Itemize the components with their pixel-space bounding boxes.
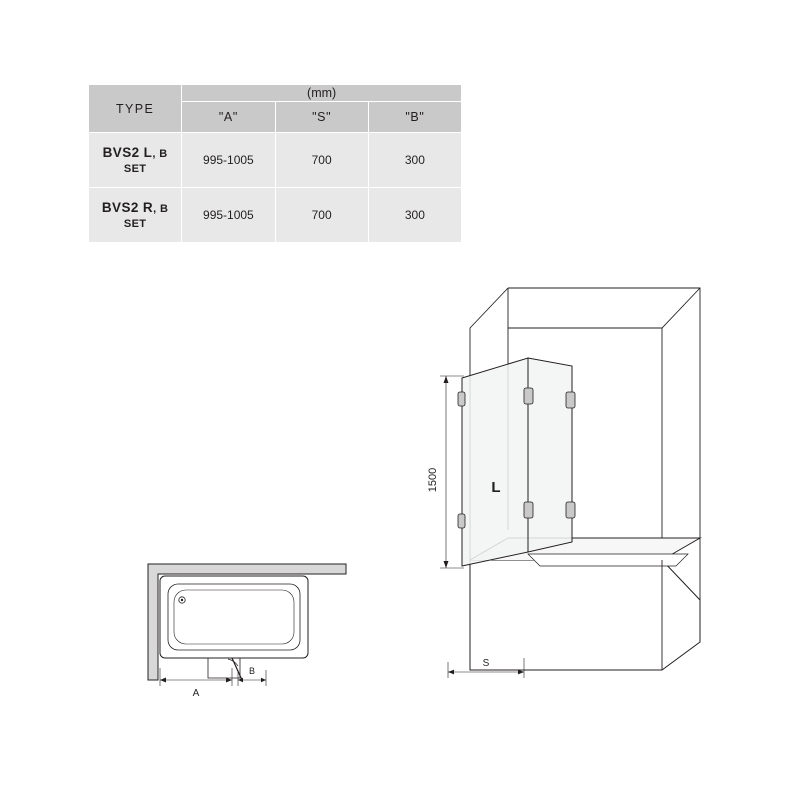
elevation-view-drawing (400, 270, 760, 690)
table-header-s: "S" (275, 102, 368, 133)
row-value-b: 300 (368, 188, 461, 243)
dim-height-arrow-top (444, 376, 449, 383)
row-value-s: 700 (275, 133, 368, 188)
hinge-swing-lower-icon (566, 502, 575, 518)
glass-fixed-panel (462, 358, 528, 566)
dim-width-arrow-left (448, 670, 454, 675)
table-header-type: TYPE (89, 85, 182, 133)
wall-profile-lower-icon (458, 514, 465, 528)
room-top-edge (508, 288, 700, 328)
table-header-row (89, 85, 462, 102)
table-row (89, 133, 462, 188)
dim-b-arrow-left (238, 678, 243, 682)
spec-table (88, 84, 462, 243)
elevation-view-svg (400, 270, 760, 690)
screen-plan-outline (208, 658, 240, 678)
table-header-unit: (mm) (182, 85, 462, 102)
table-header-a: "A" (182, 102, 275, 133)
row-type-rest: , B SET (123, 148, 168, 175)
glass-swing-panel (528, 358, 572, 552)
bathtub-body (470, 560, 700, 670)
row-value-b: 300 (368, 133, 461, 188)
row-type-label (89, 188, 182, 243)
row-value-a: 995-1005 (182, 188, 275, 243)
plan-view-svg (120, 540, 380, 700)
hinge-upper-icon (524, 388, 533, 404)
table-row (89, 188, 462, 243)
dim-height-arrow-bottom (444, 561, 449, 568)
bath-basin-outline (174, 590, 294, 644)
plan-view-drawing (120, 540, 380, 700)
row-type-main: BVS2 R (101, 200, 154, 215)
row-value-a: 995-1005 (182, 133, 275, 188)
row-type-rest: , B SET (123, 203, 169, 230)
plan-dim-b-label: B (248, 666, 256, 676)
wall-profile-upper-icon (458, 392, 465, 406)
row-type-label (89, 133, 182, 188)
dim-a-arrow-left (160, 678, 166, 683)
dim-b-arrow-right (261, 678, 266, 682)
dim-width-label: S (482, 658, 490, 669)
hinge-lower-icon (524, 502, 533, 518)
table-header-b: "B" (368, 102, 461, 133)
plan-dim-a-label: A (192, 688, 200, 699)
hinge-swing-upper-icon (566, 392, 575, 408)
row-value-s: 700 (275, 188, 368, 243)
drain-center-icon (181, 599, 183, 601)
panel-side-label: L (491, 479, 501, 496)
bathtub-inner-edge (528, 554, 688, 566)
dim-height-label: 1500 (427, 467, 439, 493)
row-type-main: BVS2 L (102, 145, 153, 160)
